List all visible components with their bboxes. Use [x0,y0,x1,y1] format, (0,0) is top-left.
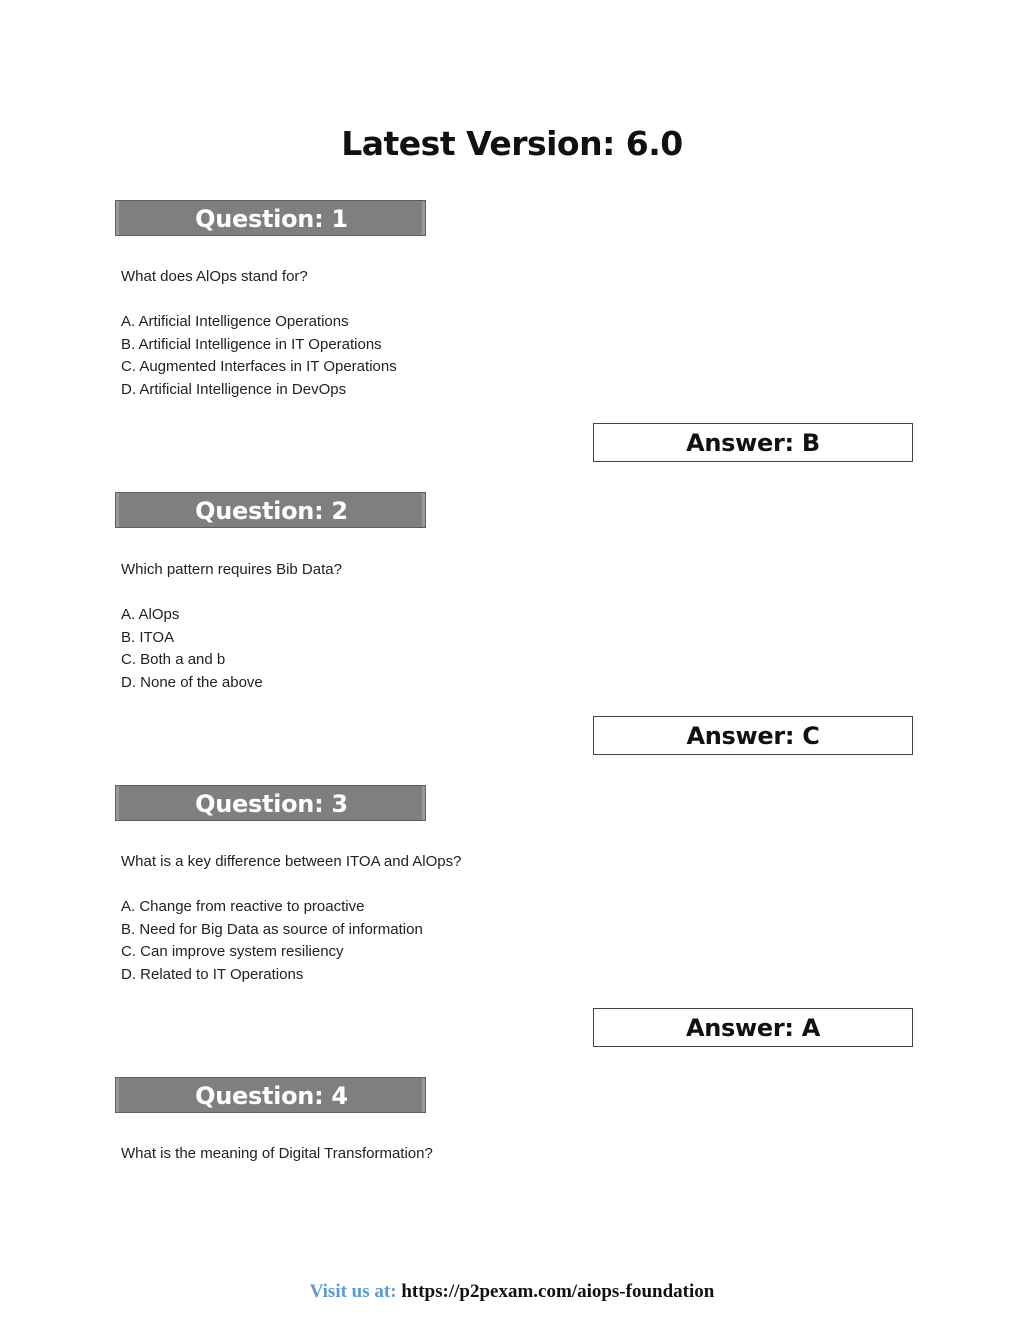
question-2-label: Question: 2 [195,497,348,525]
question-4-text: What is the meaning of Digital Transformation? [121,1145,433,1162]
question-1-option-a: A. Artificial Intelligence Operations [121,313,349,330]
question-1-answer-box [593,423,913,462]
question-3-option-c: C. Can improve system resiliency [121,943,344,960]
question-2-options [121,604,263,694]
question-2-option-a: A. AlOps [121,606,180,623]
question-1-options [121,311,397,401]
question-1-banner [115,200,426,236]
question-2-text: Which pattern requires Bib Data? [121,561,342,578]
question-1-option-c: C. Augmented Interfaces in IT Operations [121,358,397,375]
question-3-options [121,896,423,986]
question-3-option-b: B. Need for Big Data as source of information [121,920,423,938]
question-2-option-c: C. Both a and b [121,651,226,668]
question-4-banner [115,1077,426,1113]
question-1-option-b: B. Artificial Intelligence in IT Operations [121,335,382,353]
question-2-answer: Answer: C [686,722,820,750]
question-3-answer: Answer: A [685,1014,821,1042]
question-1-option-d: D. Artificial Intelligence in DevOps [121,380,347,398]
question-3-option-d: D. Related to IT Operations [121,965,304,983]
question-3-option-a: A. Change from reactive to proactive [121,898,365,915]
question-2-option-b: B. ITOA [121,628,175,646]
question-2-answer-box [593,716,913,755]
question-2-option-d: D. None of the above [121,673,263,691]
question-3-text: What is a key difference between ITOA and AlOps? [121,853,462,870]
question-1-answer: Answer: B [686,429,820,457]
question-4-label: Question: 4 [195,1082,348,1110]
page-title: Latest Version: 6.0 [341,124,683,163]
question-1-text: What does AlOps stand for? [121,268,308,285]
footer-link[interactable]: https://p2pexam.com/aiops-foundation [401,1281,715,1302]
question-3-banner [115,785,426,821]
page-footer [0,1281,1024,1303]
question-3-label: Question: 3 [195,790,348,818]
question-3-answer-box [593,1008,913,1047]
question-1-label: Question: 1 [195,205,348,233]
question-2-banner [115,492,426,528]
footer-label: Visit us at: [309,1281,397,1302]
